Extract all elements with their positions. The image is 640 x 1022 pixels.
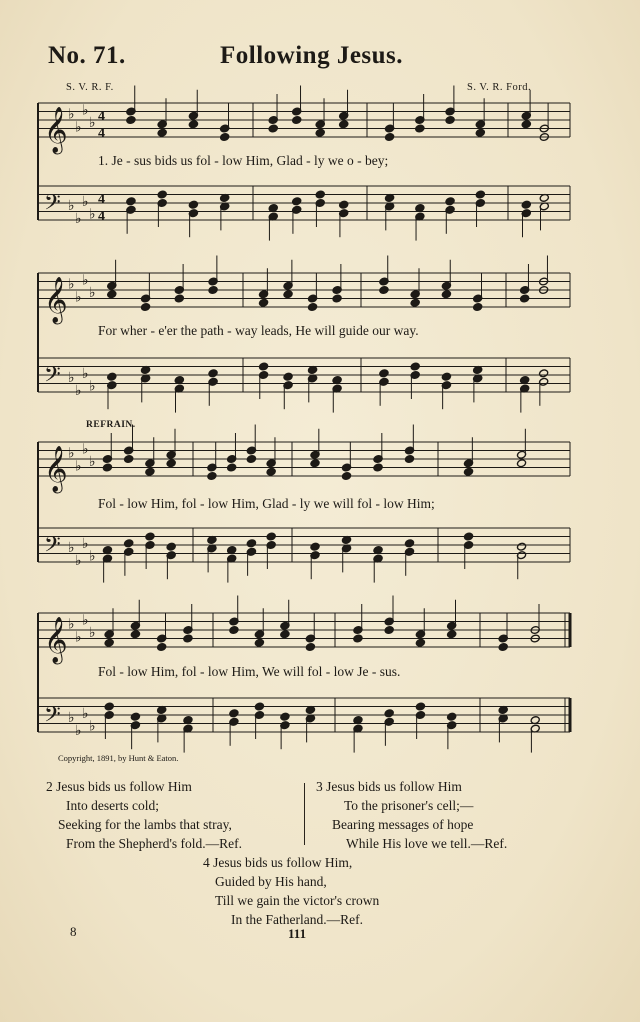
hymn-number: No. 71. xyxy=(48,42,126,69)
notehead xyxy=(259,298,269,307)
bass-clef: 𝄢 xyxy=(44,532,61,563)
notehead xyxy=(104,638,114,647)
flat-sign: ♭ xyxy=(89,454,96,470)
flat-sign: ♭ xyxy=(68,540,75,556)
lyric-line-4: Fol - low Him, fol - low Him, We will fol - low Je - sus. xyxy=(98,664,401,679)
notehead xyxy=(464,532,474,541)
notehead xyxy=(124,455,134,464)
notehead xyxy=(410,362,420,371)
notehead xyxy=(126,197,136,206)
flat-sign: ♭ xyxy=(89,718,96,735)
notehead xyxy=(521,200,531,209)
notehead xyxy=(445,197,455,206)
verse-divider xyxy=(304,783,305,845)
notehead xyxy=(246,539,256,548)
verse-line: Guided by His hand, xyxy=(215,874,327,889)
flat-sign: ♭ xyxy=(82,102,89,119)
notehead xyxy=(188,120,198,129)
flat-sign: ♭ xyxy=(68,370,75,386)
verse-3 xyxy=(316,777,507,853)
flat-sign: ♭ xyxy=(89,206,96,223)
treble-clef: 𝄞 xyxy=(44,617,68,663)
notehead xyxy=(145,532,155,541)
notehead xyxy=(157,190,167,199)
bass-clef: 𝄢 xyxy=(44,702,61,733)
flat-sign: ♭ xyxy=(68,616,75,633)
notehead xyxy=(520,294,530,303)
notehead xyxy=(415,702,425,711)
notehead xyxy=(254,638,264,647)
notehead xyxy=(227,463,237,472)
notehead xyxy=(415,124,425,133)
flat-sign: ♭ xyxy=(89,625,96,641)
notehead xyxy=(124,539,134,548)
verse-2 xyxy=(46,777,242,853)
notehead xyxy=(410,298,420,307)
flat-sign: ♭ xyxy=(82,705,89,722)
flat-sign: ♭ xyxy=(68,710,75,726)
time-signature-bottom: 4 xyxy=(98,126,105,141)
flat-sign: ♭ xyxy=(89,285,96,301)
flat-sign: ♭ xyxy=(68,276,75,293)
author-credit: S. V. R. Ford. xyxy=(467,82,532,93)
notehead xyxy=(384,626,394,635)
flat-sign: ♭ xyxy=(68,106,75,123)
notehead xyxy=(308,303,318,312)
notehead xyxy=(473,303,483,312)
verse-line: To the prisoner's cell;— xyxy=(344,798,474,813)
notehead xyxy=(404,455,414,464)
tune-credit: S. V. R. F. xyxy=(66,82,114,93)
flat-sign: ♭ xyxy=(89,378,96,395)
flat-sign: ♭ xyxy=(68,198,75,214)
notehead xyxy=(353,634,363,643)
flat-sign: ♭ xyxy=(75,552,82,569)
flat-sign: ♭ xyxy=(82,193,89,210)
notehead xyxy=(130,630,140,639)
notehead xyxy=(220,133,230,142)
treble-clef: 𝄞 xyxy=(44,107,68,153)
verse-line: While His love we tell.—Ref. xyxy=(346,836,508,851)
notehead xyxy=(229,626,239,635)
notehead xyxy=(102,463,112,472)
notehead xyxy=(292,197,302,206)
hymn-title: Following Jesus. xyxy=(220,42,404,69)
time-signature-top: 4 xyxy=(98,109,105,124)
flat-sign: ♭ xyxy=(75,210,82,227)
notehead xyxy=(107,372,117,381)
notehead xyxy=(310,542,320,551)
notehead xyxy=(384,709,394,718)
verse-line: 4 Jesus bids us follow Him, xyxy=(203,855,353,870)
page-number: 111 xyxy=(288,926,307,941)
flat-sign: ♭ xyxy=(75,458,82,475)
lyric-line-2: For wher - e'er the path - way leads, He will guide our way. xyxy=(98,323,419,338)
flat-sign: ♭ xyxy=(75,119,82,136)
notehead xyxy=(208,286,218,295)
notehead xyxy=(183,634,193,643)
notehead xyxy=(445,116,455,125)
notehead xyxy=(341,472,351,481)
flat-sign: ♭ xyxy=(82,612,89,629)
notehead xyxy=(339,200,349,209)
notehead xyxy=(332,294,342,303)
treble-clef: 𝄞 xyxy=(44,446,68,492)
notehead xyxy=(539,369,549,378)
flat-sign: ♭ xyxy=(75,722,82,739)
notehead xyxy=(107,290,117,299)
bass-clef: 𝄢 xyxy=(44,362,61,393)
signature-mark: 8 xyxy=(70,924,77,939)
notehead xyxy=(464,467,474,476)
flat-sign: ♭ xyxy=(89,548,96,565)
bass-clef: 𝄢 xyxy=(44,190,61,221)
notehead xyxy=(379,286,389,295)
notehead xyxy=(104,702,114,711)
notehead xyxy=(188,200,198,209)
notehead xyxy=(498,643,508,652)
notehead xyxy=(310,459,320,468)
notehead xyxy=(174,294,184,303)
flat-sign: ♭ xyxy=(68,445,75,462)
verse-4 xyxy=(203,853,379,929)
verse-line: 3 Jesus bids us follow Him xyxy=(316,779,462,794)
notehead xyxy=(283,290,293,299)
notehead xyxy=(266,532,276,541)
notehead xyxy=(280,712,290,721)
verse-line: Into deserts cold; xyxy=(66,798,159,813)
flat-sign: ♭ xyxy=(75,629,82,646)
notehead xyxy=(404,539,414,548)
notehead xyxy=(266,467,276,476)
notehead xyxy=(305,643,315,652)
notehead xyxy=(315,190,325,199)
lyric-line-3: Fol - low Him, fol - low Him, Glad - ly we will fol - low Him; xyxy=(98,496,435,511)
notehead xyxy=(517,542,527,551)
notehead xyxy=(208,369,218,378)
notehead xyxy=(207,472,217,481)
notehead xyxy=(130,712,140,721)
notehead xyxy=(283,372,293,381)
notehead xyxy=(157,128,167,137)
notehead xyxy=(166,459,176,468)
notehead xyxy=(521,120,531,129)
notehead xyxy=(246,455,256,464)
flat-sign: ♭ xyxy=(82,535,89,552)
verse-line: Bearing messages of hope xyxy=(332,817,474,832)
notehead xyxy=(441,372,451,381)
copyright-notice: Copyright, 1891, by Hunt & Eaton. xyxy=(58,753,179,763)
time-signature-top: 4 xyxy=(98,192,105,207)
verse-line: From the Shepherd's fold.—Ref. xyxy=(66,836,243,851)
flat-sign: ♭ xyxy=(75,382,82,399)
notehead xyxy=(259,362,269,371)
notehead xyxy=(126,116,136,125)
verse-line: In the Fatherland.—Ref. xyxy=(231,912,363,927)
flat-sign: ♭ xyxy=(75,289,82,306)
notehead xyxy=(157,643,167,652)
lyric-line-1: 1. Je - sus bids us fol - low Him, Glad - ly we o - bey; xyxy=(98,153,389,168)
notehead xyxy=(379,369,389,378)
flat-sign: ♭ xyxy=(82,272,89,289)
notehead xyxy=(517,459,527,468)
notehead xyxy=(145,467,155,476)
notehead xyxy=(385,133,395,142)
treble-clef: 𝄞 xyxy=(44,277,68,323)
notehead xyxy=(447,630,457,639)
flat-sign: ♭ xyxy=(82,441,89,458)
notehead xyxy=(475,128,485,137)
notehead xyxy=(475,190,485,199)
verse-line: Seeking for the lambs that stray, xyxy=(58,817,232,832)
notehead xyxy=(292,116,302,125)
verse-line: 2 Jesus bids us follow Him xyxy=(46,779,192,794)
notehead xyxy=(166,542,176,551)
refrain-label: REFRAIN. xyxy=(86,420,136,430)
notehead xyxy=(339,120,349,129)
notehead xyxy=(447,712,457,721)
notehead xyxy=(280,630,290,639)
notehead xyxy=(441,290,451,299)
notehead xyxy=(141,303,151,312)
flat-sign: ♭ xyxy=(89,115,96,131)
flat-sign: ♭ xyxy=(82,365,89,382)
notehead xyxy=(315,128,325,137)
verse-line: Till we gain the victor's crown xyxy=(215,893,380,908)
notehead xyxy=(254,702,264,711)
notehead xyxy=(268,124,278,133)
time-signature-bottom: 4 xyxy=(98,209,105,224)
notehead xyxy=(373,463,383,472)
notehead xyxy=(415,638,425,647)
notehead xyxy=(229,709,239,718)
